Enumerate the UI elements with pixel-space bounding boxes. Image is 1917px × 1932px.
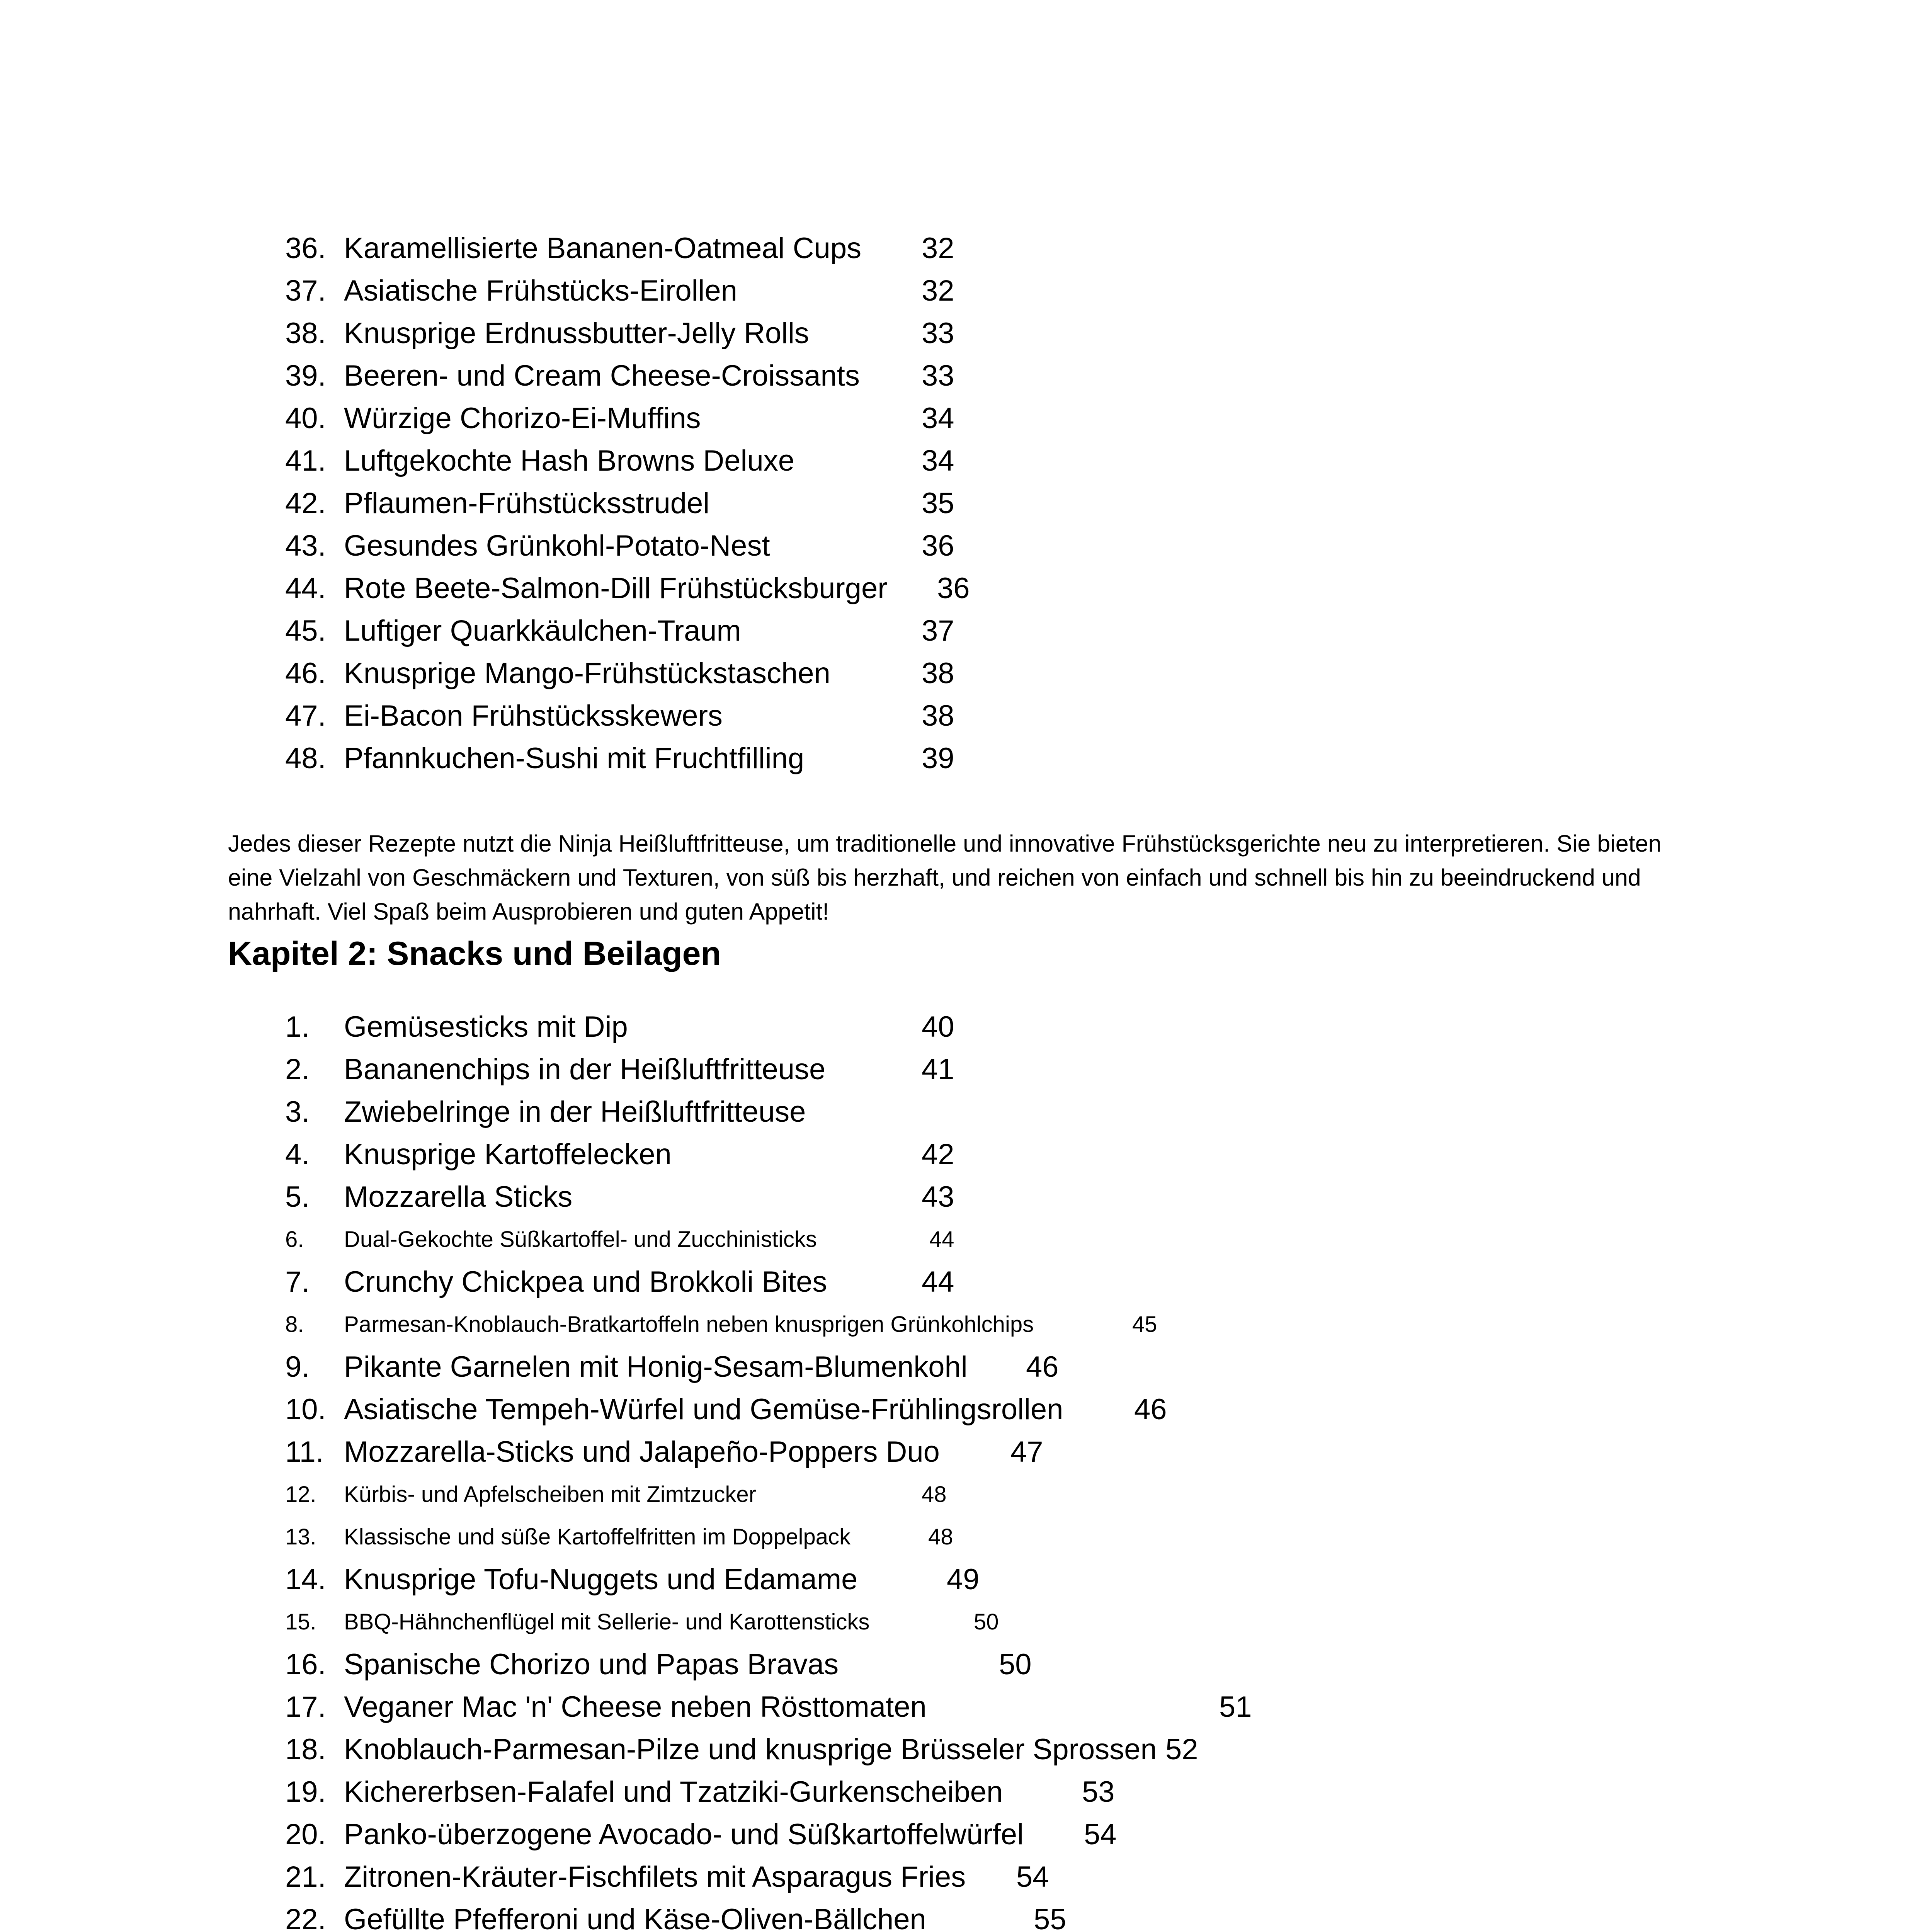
item-number: 40. bbox=[285, 402, 326, 435]
intro-paragraph: Jedes dieser Rezepte nutzt die Ninja Heißluftfritteuse, um traditionelle und innovative Frühstücksgerichte neu zu interpretieren. Sie bieten eine Vielzahl von Geschmäckern und Texturen, von süß bis herzhaft, und reichen von einfach und schnell bis hin zu beeindruckend und nahrhaft. Viel Spaß beim Ausprobieren und guten Appetit! bbox=[228, 830, 1662, 925]
item-title: Luftiger Quarkkäulchen-Traum bbox=[344, 614, 741, 647]
list-item bbox=[0, 1686, 1917, 1728]
item-title: Veganer Mac 'n' Cheese neben Rösttomaten bbox=[344, 1690, 927, 1723]
item-page-number: 49 bbox=[947, 1563, 980, 1596]
item-page-number: 48 bbox=[922, 1482, 947, 1507]
item-page-number: 55 bbox=[1034, 1903, 1067, 1932]
item-number: 1. bbox=[285, 1010, 310, 1043]
item-title: Mozzarella-Sticks und Jalapeño-Poppers Duo bbox=[344, 1435, 940, 1468]
item-number: 41. bbox=[285, 444, 326, 477]
item-page-number: 40 bbox=[922, 1010, 954, 1043]
item-title: Asiatische Frühstücks-Eirollen bbox=[344, 274, 737, 307]
list-item bbox=[0, 1558, 1917, 1601]
item-page-number: 52 bbox=[1165, 1733, 1198, 1766]
recipe-list-continued bbox=[0, 227, 1917, 780]
item-number: 44. bbox=[285, 572, 326, 605]
item-number: 4. bbox=[285, 1138, 310, 1171]
item-page-number: 32 bbox=[922, 232, 954, 265]
list-item bbox=[0, 1346, 1917, 1388]
item-number: 37. bbox=[285, 274, 326, 307]
item-number: 10. bbox=[285, 1393, 326, 1426]
item-number: 16. bbox=[285, 1648, 326, 1681]
item-title: Ei-Bacon Frühstücksskewers bbox=[344, 699, 723, 732]
item-number: 38. bbox=[285, 317, 326, 350]
item-page-number: 37 bbox=[922, 614, 954, 647]
item-page-number: 54 bbox=[1016, 1861, 1049, 1893]
item-page-number: 36 bbox=[922, 529, 954, 562]
item-page-number: 48 bbox=[928, 1524, 953, 1549]
item-number: 43. bbox=[285, 529, 326, 562]
list-item bbox=[0, 397, 1917, 440]
list-item bbox=[0, 1218, 1917, 1261]
item-page-number: 47 bbox=[1010, 1435, 1043, 1468]
item-page-number: 32 bbox=[922, 274, 954, 307]
item-title: Asiatische Tempeh-Würfel und Gemüse-Frühlingsrollen bbox=[344, 1393, 1063, 1426]
item-title: Würzige Chorizo-Ei-Muffins bbox=[344, 402, 701, 435]
item-page-number: 46 bbox=[1026, 1350, 1059, 1383]
item-title: Beeren- und Cream Cheese-Croissants bbox=[344, 359, 860, 392]
item-number: 15. bbox=[285, 1609, 316, 1634]
item-number: 39. bbox=[285, 359, 326, 392]
list-item bbox=[0, 1006, 1917, 1048]
item-page-number: 50 bbox=[974, 1609, 999, 1634]
item-title: BBQ-Hähnchenflügel mit Sellerie- und Karottensticks bbox=[344, 1609, 870, 1634]
list-item bbox=[0, 1728, 1917, 1771]
list-item bbox=[0, 1431, 1917, 1473]
item-title: Gefüllte Pfefferoni und Käse-Oliven-Bällchen bbox=[344, 1903, 926, 1932]
item-title: Karamellisierte Bananen-Oatmeal Cups bbox=[344, 232, 862, 265]
item-title: Knoblauch-Parmesan-Pilze und knusprige Brüsseler Sprossen bbox=[344, 1733, 1157, 1766]
list-item bbox=[0, 1601, 1917, 1643]
item-title: Mozzarella Sticks bbox=[344, 1180, 573, 1213]
item-number: 42. bbox=[285, 487, 326, 520]
list-item bbox=[0, 227, 1917, 270]
item-title: Parmesan-Knoblauch-Bratkartoffeln neben knusprigen Grünkohlchips bbox=[344, 1312, 1034, 1337]
list-item bbox=[0, 1516, 1917, 1558]
list-item bbox=[0, 312, 1917, 355]
item-page-number: 33 bbox=[922, 317, 954, 350]
item-number: 11. bbox=[285, 1435, 324, 1468]
list-item bbox=[0, 1091, 1917, 1133]
item-page-number: 44 bbox=[929, 1227, 954, 1252]
item-title: Zwiebelringe in der Heißluftfritteuse bbox=[344, 1095, 806, 1128]
list-item bbox=[0, 1133, 1917, 1176]
list-item bbox=[0, 1898, 1917, 1932]
list-item bbox=[0, 1856, 1917, 1898]
item-title: Knusprige Kartoffelecken bbox=[344, 1138, 672, 1171]
item-number: 20. bbox=[285, 1818, 326, 1851]
item-number: 9. bbox=[285, 1350, 310, 1383]
item-number: 45. bbox=[285, 614, 326, 647]
item-title: Crunchy Chickpea und Brokkoli Bites bbox=[344, 1265, 827, 1298]
item-page-number: 43 bbox=[922, 1180, 954, 1213]
list-item bbox=[0, 1771, 1917, 1813]
item-number: 3. bbox=[285, 1095, 310, 1128]
item-number: 36. bbox=[285, 232, 326, 265]
item-page-number: 35 bbox=[922, 487, 954, 520]
item-number: 46. bbox=[285, 657, 326, 690]
list-item bbox=[0, 482, 1917, 525]
item-title: Knusprige Mango-Frühstückstaschen bbox=[344, 657, 830, 690]
item-title: Klassische und süße Kartoffelfritten im Doppelpack bbox=[344, 1524, 851, 1549]
item-number: 5. bbox=[285, 1180, 310, 1213]
list-item bbox=[0, 652, 1917, 695]
list-item bbox=[0, 567, 1917, 610]
item-page-number: 39 bbox=[922, 742, 954, 775]
item-number: 13. bbox=[285, 1524, 316, 1549]
item-title: Knusprige Tofu-Nuggets und Edamame bbox=[344, 1563, 858, 1596]
item-page-number: 45 bbox=[1132, 1312, 1157, 1337]
item-number: 18. bbox=[285, 1733, 326, 1766]
item-page-number: 42 bbox=[922, 1138, 954, 1171]
item-number: 7. bbox=[285, 1265, 310, 1298]
item-page-number: 50 bbox=[999, 1648, 1032, 1681]
item-number: 6. bbox=[285, 1227, 304, 1252]
item-title: Dual-Gekochte Süßkartoffel- und Zucchinisticks bbox=[344, 1227, 817, 1252]
item-number: 8. bbox=[285, 1312, 304, 1337]
list-item bbox=[0, 1303, 1917, 1346]
item-title: Pfannkuchen-Sushi mit Fruchtfilling bbox=[344, 742, 805, 775]
item-page-number: 33 bbox=[922, 359, 954, 392]
list-item bbox=[0, 610, 1917, 652]
item-title: Pflaumen-Frühstücksstrudel bbox=[344, 487, 710, 520]
list-item bbox=[0, 1388, 1917, 1431]
list-item bbox=[0, 1813, 1917, 1856]
list-item bbox=[0, 270, 1917, 312]
item-number: 22. bbox=[285, 1903, 326, 1932]
item-page-number: 46 bbox=[1134, 1393, 1167, 1426]
list-item bbox=[0, 695, 1917, 737]
item-number: 12. bbox=[285, 1482, 316, 1507]
item-title: Gemüsesticks mit Dip bbox=[344, 1010, 628, 1043]
item-number: 14. bbox=[285, 1563, 326, 1596]
item-page-number: 34 bbox=[922, 444, 954, 477]
item-number: 2. bbox=[285, 1053, 310, 1086]
item-page-number: 54 bbox=[1084, 1818, 1117, 1851]
item-page-number: 53 bbox=[1082, 1776, 1115, 1808]
item-page-number: 44 bbox=[922, 1265, 954, 1298]
item-title: Kürbis- und Apfelscheiben mit Zimtzucker bbox=[344, 1482, 756, 1507]
list-item bbox=[0, 525, 1917, 567]
item-title: Gesundes Grünkohl-Potato-Nest bbox=[344, 529, 770, 562]
item-number: 21. bbox=[285, 1861, 326, 1893]
item-number: 19. bbox=[285, 1776, 326, 1808]
chapter-heading: Kapitel 2: Snacks und Beilagen bbox=[228, 935, 721, 972]
list-item bbox=[0, 440, 1917, 482]
list-item bbox=[0, 1176, 1917, 1218]
item-number: 47. bbox=[285, 699, 326, 732]
list-item bbox=[0, 1643, 1917, 1686]
item-title: Luftgekochte Hash Browns Deluxe bbox=[344, 444, 794, 477]
item-page-number: 41 bbox=[922, 1053, 954, 1086]
item-page-number: 34 bbox=[922, 402, 954, 435]
list-item bbox=[0, 1048, 1917, 1091]
item-number: 48. bbox=[285, 742, 326, 775]
item-title: Panko-überzogene Avocado- und Süßkartoffelwürfel bbox=[344, 1818, 1024, 1851]
item-page-number: 51 bbox=[1219, 1690, 1252, 1723]
list-item bbox=[0, 1261, 1917, 1303]
list-item bbox=[0, 355, 1917, 397]
chapter2-recipe-list bbox=[0, 1006, 1917, 1932]
item-title: Spanische Chorizo und Papas Bravas bbox=[344, 1648, 839, 1681]
item-page-number: 36 bbox=[937, 572, 970, 605]
item-title: Kichererbsen-Falafel und Tzatziki-Gurkenscheiben bbox=[344, 1776, 1003, 1808]
item-page-number: 38 bbox=[922, 657, 954, 690]
item-title: Zitronen-Kräuter-Fischfilets mit Asparagus Fries bbox=[344, 1861, 966, 1893]
item-title: Bananenchips in der Heißluftfritteuse bbox=[344, 1053, 826, 1086]
item-title: Rote Beete-Salmon-Dill Frühstücksburger bbox=[344, 572, 888, 605]
item-title: Knusprige Erdnussbutter-Jelly Rolls bbox=[344, 317, 809, 350]
item-page-number: 38 bbox=[922, 699, 954, 732]
list-item bbox=[0, 737, 1917, 780]
item-number: 17. bbox=[285, 1690, 326, 1723]
item-title: Pikante Garnelen mit Honig-Sesam-Blumenkohl bbox=[344, 1350, 968, 1383]
list-item bbox=[0, 1473, 1917, 1516]
